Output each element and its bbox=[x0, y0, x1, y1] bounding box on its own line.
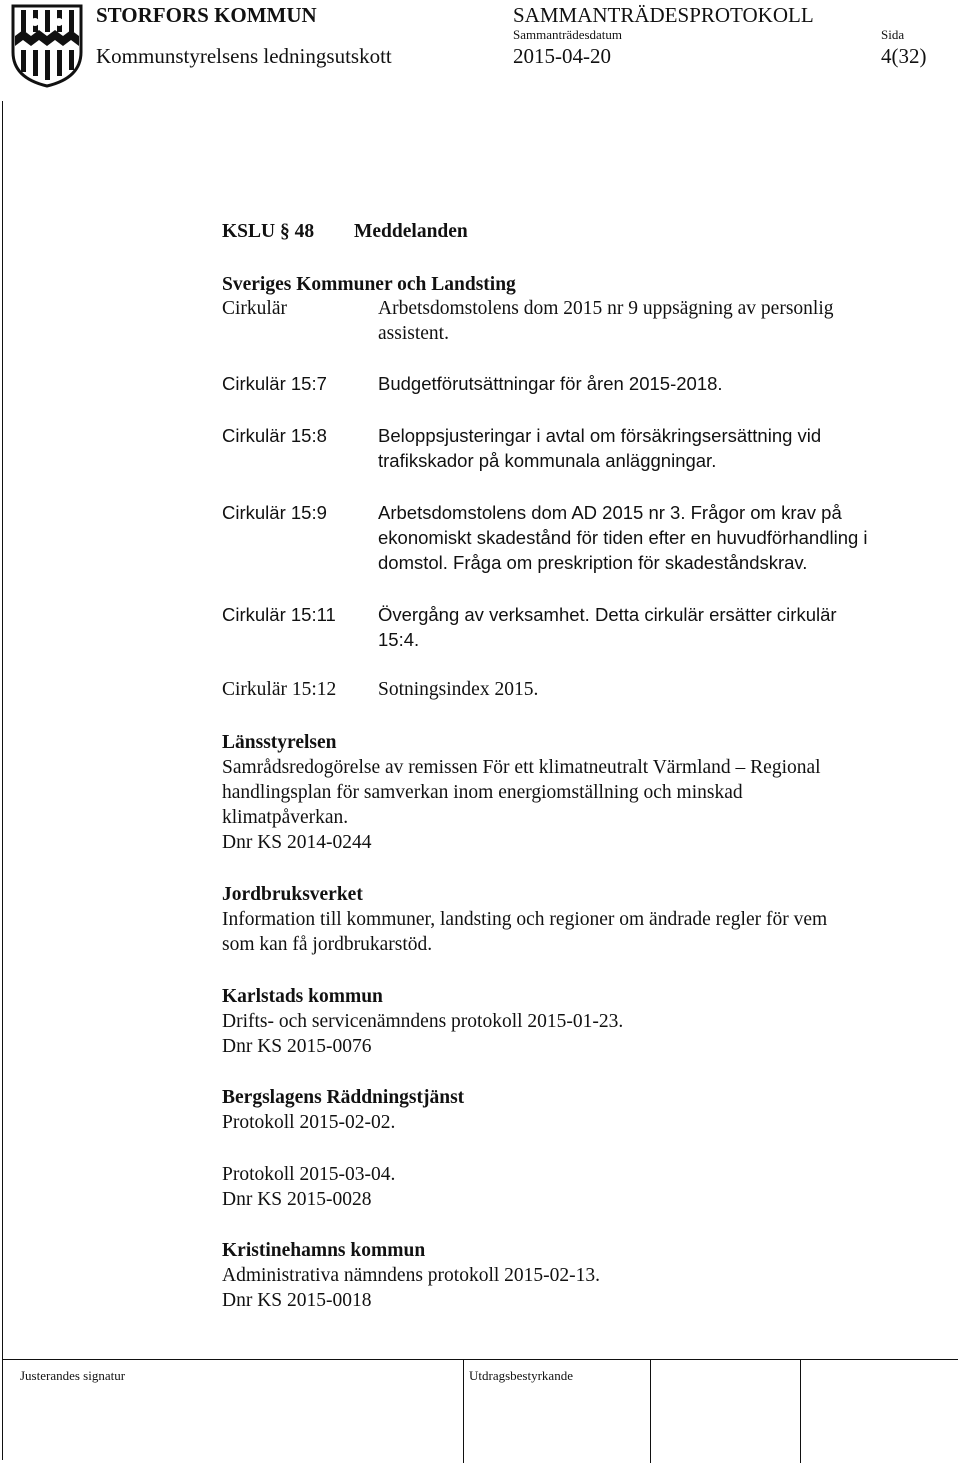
block-line: Protokoll 2015-03-04. bbox=[222, 1164, 396, 1185]
block-heading: Karlstads kommun bbox=[222, 986, 383, 1007]
block-line: Drifts- och servicenämndens protokoll 2015-01-23. bbox=[222, 1011, 624, 1032]
footer-divider-1 bbox=[463, 1359, 464, 1463]
signature-label: Justerandes signatur bbox=[20, 1368, 126, 1383]
circular-label: Cirkulär bbox=[222, 298, 287, 319]
circular-label: Cirkulär 15:11 bbox=[222, 604, 336, 625]
circular-text: 15:4. bbox=[378, 629, 420, 650]
section-title: Meddelanden bbox=[354, 221, 468, 242]
circular-label: Cirkulär 15:12 bbox=[222, 679, 337, 700]
block-line: Dnr KS 2015-0076 bbox=[222, 1036, 372, 1057]
circular-label: Cirkulär 15:9 bbox=[222, 502, 327, 523]
circular-text: assistent. bbox=[378, 323, 449, 344]
footer-rule bbox=[2, 1359, 958, 1360]
page-number: 4(32) bbox=[881, 44, 927, 68]
block-line: Information till kommuner, landsting och regioner om ändrade regler för vem bbox=[222, 909, 828, 930]
footer-divider-2 bbox=[650, 1359, 651, 1463]
block-line: som kan få jordbrukarstöd. bbox=[222, 934, 433, 955]
block-line: Dnr KS 2014-0244 bbox=[222, 832, 372, 853]
municipality-name: STORFORS KOMMUN bbox=[96, 3, 317, 27]
circular-text: Budgetförutsättningar för åren 2015-2018. bbox=[378, 373, 723, 394]
block-line: handlingsplan för samverkan inom energiomställning och minskad bbox=[222, 782, 743, 803]
circular-label: Cirkulär 15:7 bbox=[222, 373, 327, 394]
circular-text: Beloppsjusteringar i avtal om försäkringsersättning vid bbox=[378, 425, 822, 446]
block-heading: Kristinehamns kommun bbox=[222, 1240, 426, 1261]
circular-text: domstol. Fråga om preskription för skadeståndskrav. bbox=[378, 552, 808, 573]
block-heading: Länsstyrelsen bbox=[222, 732, 337, 753]
committee-name: Kommunstyrelsens ledningsutskott bbox=[96, 44, 392, 68]
section-id: KSLU § 48 bbox=[222, 221, 315, 242]
left-margin-rule bbox=[2, 101, 3, 1460]
municipality-coat-of-arms-logo bbox=[11, 4, 83, 88]
block-line: Protokoll 2015-02-02. bbox=[222, 1112, 396, 1133]
page-label: Sida bbox=[881, 27, 905, 42]
block-line: Administrativa nämndens protokoll 2015-02-13. bbox=[222, 1265, 601, 1286]
extract-certification-label: Utdragsbestyrkande bbox=[469, 1368, 573, 1383]
circular-text: ekonomiskt skadestånd för tiden efter en huvudförhandling i bbox=[378, 527, 868, 548]
circular-text: Arbetsdomstolens dom AD 2015 nr 3. Frågor om krav på bbox=[378, 502, 842, 523]
document-type: SAMMANTRÄDESPROTOKOLL bbox=[513, 3, 814, 27]
block-heading: Bergslagens Räddningstjänst bbox=[222, 1087, 465, 1108]
skl-heading: Sveriges Kommuner och Landsting bbox=[222, 274, 516, 295]
circular-text: Sotningsindex 2015. bbox=[378, 679, 539, 700]
meeting-date-label: Sammanträdesdatum bbox=[513, 27, 623, 42]
footer-divider-3 bbox=[800, 1359, 801, 1463]
circular-label: Cirkulär 15:8 bbox=[222, 425, 327, 446]
circular-text: trafikskador på kommunala anläggningar. bbox=[378, 450, 717, 471]
circular-text: Arbetsdomstolens dom 2015 nr 9 uppsägning av personlig bbox=[378, 298, 834, 319]
meeting-date: 2015-04-20 bbox=[513, 44, 611, 68]
circular-text: Övergång av verksamhet. Detta cirkulär ersätter cirkulär bbox=[378, 604, 837, 625]
block-line: klimatpåverkan. bbox=[222, 807, 349, 828]
block-line: Dnr KS 2015-0018 bbox=[222, 1290, 372, 1311]
block-line: Dnr KS 2015-0028 bbox=[222, 1189, 372, 1210]
block-heading: Jordbruksverket bbox=[222, 884, 363, 905]
block-line: Samrådsredogörelse av remissen För ett klimatneutralt Värmland – Regional bbox=[222, 757, 821, 778]
